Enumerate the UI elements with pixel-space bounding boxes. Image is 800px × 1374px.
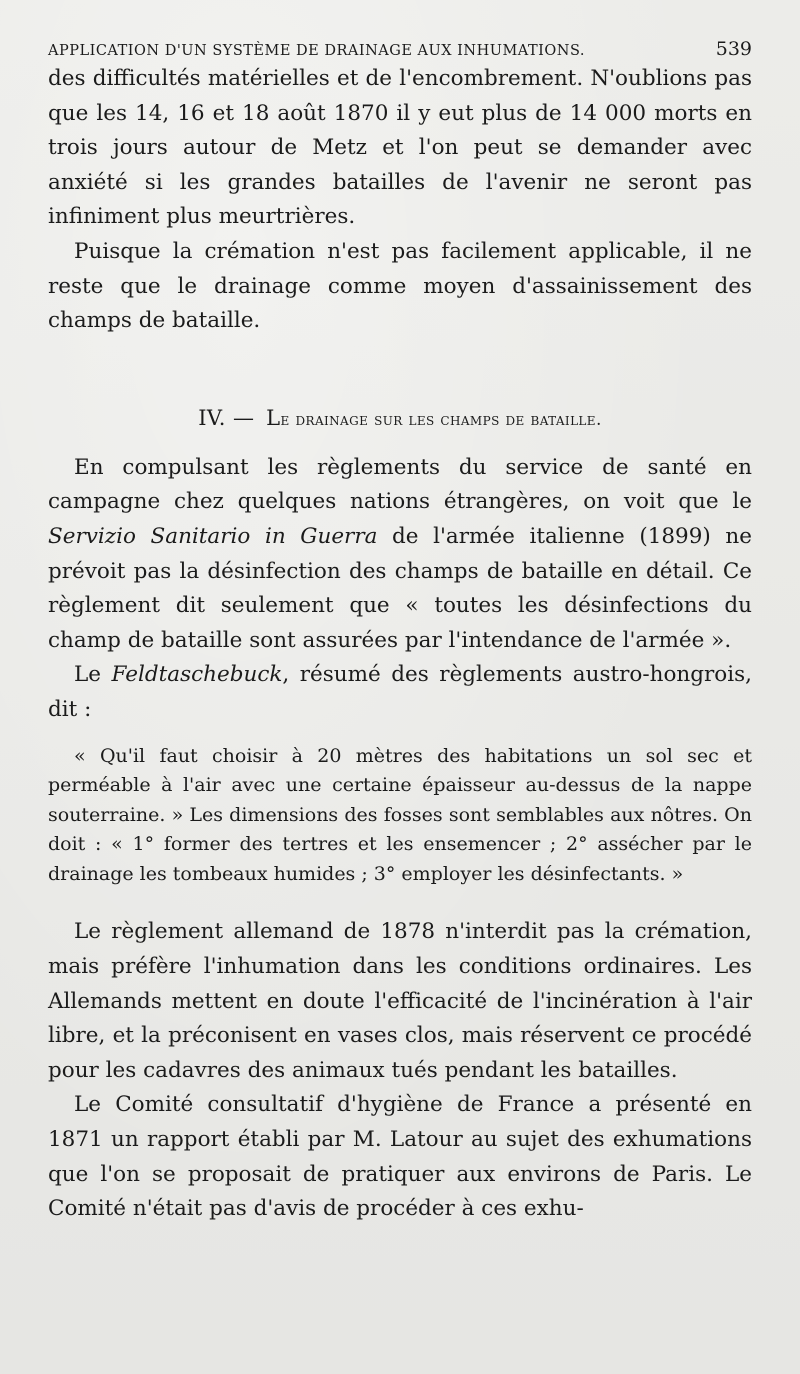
paragraph-3 (48, 451, 752, 659)
section-initial: L (266, 405, 281, 430)
paragraph-3-italic: Servizio Sanitario in Guerra (48, 523, 378, 549)
paragraph-4-italic: Feldtaschebuck (111, 662, 283, 688)
paragraph-5: Le règlement allemand de 1878 n'interdit pas la crémation, mais préfère l'inhumation dans les conditions ordinaires. Les Allemands mettent en doute l'efficacité de l'incinération à l'air libre, et la préconisent en vases clos, mais réservent ce procédé pour les cadavres des animaux tués pendant les batailles. (48, 919, 752, 1083)
paragraph-1: des difficultés matérielles et de l'encombrement. N'oublions pas que les 14, 16 et 18 août 1870 il y eut plus de 14 000 morts en trois jours autour de Metz et l'on peut se demander avec anxiété si les grandes batailles de l'avenir ne seront pas infiniment plus meurtrières. (48, 66, 752, 230)
paragraph-3-part-a: En compulsant les règlements du service de santé en campagne chez quelques nations étrangères, on voit que le (48, 454, 752, 515)
paragraph-4 (48, 658, 752, 727)
paragraph-4-part-b: , résumé des règlements austro-hongrois, dit : (48, 662, 752, 722)
section-numeral: IV. — (198, 405, 255, 430)
running-head (48, 38, 752, 60)
paragraph-4-part-a: Le (74, 662, 112, 688)
paragraph-6: Le Comité consultatif d'hygiène de France a présenté en 1871 un rapport établi par M. Latour au sujet des exhumations que l'on se proposait de pratiquer aux environs de Paris. Le Comité n'était pas d'avis de procéder à ces exhu- (48, 1092, 752, 1222)
paragraph-3-part-b: de l'armée italienne (1899) ne prévoit pas la désinfection des champs de bataille en détail. Ce règlement dit seulement que « toutes les désinfections du champ de bataille sont assurées par l'intendance de l'armée ». (48, 523, 752, 653)
block-quote: « Qu'il faut choisir à 20 mètres des habitations un sol sec et perméable à l'air avec une certaine épaisseur au-dessus de la nappe souterraine. » Les dimensions des fosses sont semblables aux nôtres. On doit : « 1° former des tertres et les ensemencer ; 2° assécher par le drainage les tombeaux humides ; 3° employer les désinfectants. » (48, 744, 752, 885)
page-number: 539 (715, 38, 752, 60)
section-title-text: e drainage sur les champs de bataille. (280, 409, 602, 430)
running-head-title: APPLICATION D'UN SYSTÈME DE DRAINAGE AUX INHUMATIONS. (48, 43, 585, 59)
section-heading (48, 405, 752, 433)
paragraph-2: Puisque la crémation n'est pas facilement applicable, il ne reste que le drainage comme moyen d'assainissement des champs de bataille. (48, 238, 752, 334)
